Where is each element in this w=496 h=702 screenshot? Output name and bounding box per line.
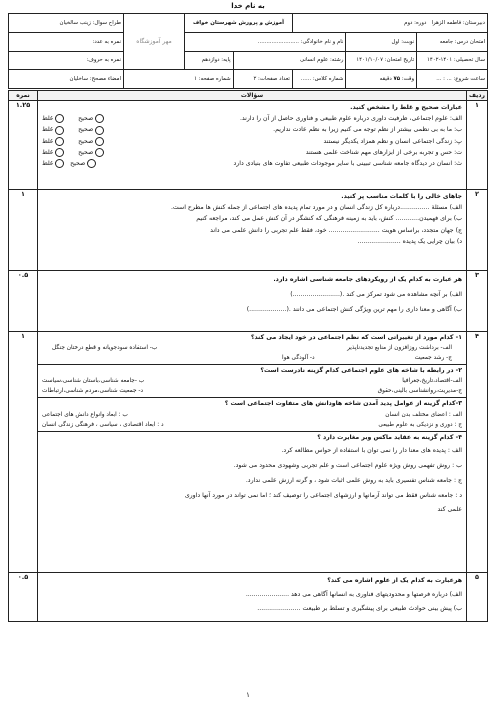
tf-item: ت: حس و تجربه برخی از ابزارهای مهم شناخت علمی هستند صحیح غلط: [42, 147, 462, 158]
mc-option[interactable]: د- آلودگی هوا: [282, 355, 315, 362]
true-option[interactable]: صحیح: [70, 158, 96, 169]
true-radio-icon: [95, 148, 104, 157]
true-option[interactable]: صحیح: [78, 136, 104, 147]
true-radio-icon: [95, 137, 104, 146]
question-score: ۰.۵: [9, 573, 38, 622]
start-time-field: ساعت شروع: ... : ...: [417, 70, 488, 89]
question-title: هرعبارت به کدام یک از علوم اشاره می کند؟: [327, 577, 462, 584]
true-radio-icon: [95, 114, 104, 123]
school-year-field: سال تحصیلی: ۱۴۰۱-۱۴۰۲: [417, 51, 488, 70]
science-item[interactable]: الف) درباره فرصتها و محدودیتهای فناوری به انسانها آگاهی می دهد ......................: [245, 591, 462, 598]
fill-blank-item[interactable]: ب) برای فهمیدن............ کنش، باید به زمینه فرهنگی که کنشگر در آن کنش عمل می کند، مراجعه کنیم: [196, 215, 462, 223]
tf-item: پ: زندگی اجتماعی انسان و نظم همزاد یکدیگر نیستند صحیح غلط: [42, 136, 462, 147]
mc-option-continued: علمی کند: [437, 505, 462, 513]
mc-option[interactable]: ج : دوری و نزدیکی به علوم طبیعی: [378, 421, 462, 428]
fill-blank-item[interactable]: الف) مسئلهٔ ...............درباره کل زندگی انسان و در مورد تمام پدیده های اجتماعی از جمله کنش ها مطرح است.: [170, 204, 462, 212]
page-top-title: به نام خدا: [231, 2, 265, 10]
mc-option[interactable]: ج-مدیریت،روانشناسی بالینی،حقوق: [377, 388, 462, 395]
question-title: عبارات صحیح و غلط را مشخص کنید.: [350, 104, 462, 111]
fill-blank-item[interactable]: د) بیان چرایی یک پدیده ......................: [357, 237, 462, 245]
false-option[interactable]: غلط: [42, 113, 64, 124]
false-option[interactable]: غلط: [42, 124, 64, 135]
column-questions: سؤالات: [38, 91, 467, 101]
false-radio-icon: [55, 126, 64, 135]
question-score: ۰.۵: [9, 271, 38, 332]
question-row-5: [9, 573, 488, 622]
false-option[interactable]: غلط: [42, 158, 64, 169]
question-score: ۱.۲۵: [9, 101, 38, 190]
true-radio-icon: [95, 126, 104, 135]
question-score: ۱: [9, 190, 38, 271]
false-radio-icon: [55, 148, 64, 157]
column-score: نمره: [9, 91, 38, 101]
question-row-2: [9, 190, 488, 271]
corrector-field: امضاء مصحح: ساخلیان: [9, 70, 124, 89]
approach-item[interactable]: ب) آگاهی و معنا داری را مهم ترین ویژگی کنش اجتماعی می دانند .(...................): [246, 306, 462, 313]
mc-option[interactable]: الف-اقتصاد،تاریخ،جغرافیا: [402, 378, 462, 385]
subquestion-title: ۲- در رابطه با شاخه های علوم اجتماعی کدام گزینه نادرست است؟: [260, 367, 462, 375]
mc-option[interactable]: ج : جامعه شناس تفسیری باید به روش علمی اثبات شود ، و گرنه ارزش علمی ندارد.: [245, 476, 462, 484]
subject-field: امتحان درس: جامعه: [417, 32, 488, 51]
mc-option[interactable]: الف : پدیده های معنا دار را نمی توان با استفاده از حواس مطالعه کرد.: [281, 446, 462, 454]
student-name-field[interactable]: نام و نام خانوادگی: ........................: [185, 32, 346, 51]
false-option[interactable]: غلط: [42, 147, 64, 158]
false-radio-icon: [55, 114, 64, 123]
fill-blank-item[interactable]: ج) جهان متجدد، براساس هویت .......................... خود، فقط علم تجربی را دانش علمی می داند: [210, 226, 462, 234]
true-radio-icon: [87, 159, 96, 168]
question-row-1: [9, 101, 488, 190]
approach-item[interactable]: الف) بر آنچه مشاهده می شود تمرکز می کند .(........................): [290, 291, 462, 298]
mc-option[interactable]: الف : اعضای مختلف بدن انسان: [385, 411, 462, 418]
mc-option[interactable]: د- جمعیت شناسی،مردم شناسی،ارتباطات: [42, 388, 144, 395]
mc-option[interactable]: ب : روش تفهمی روش ویژه علوم اجتماعی است و علم تجربی وشهودی محدود می شود.: [233, 461, 462, 469]
question-title: جاهای خالی را با کلمات مناسب پر کنید.: [341, 193, 462, 200]
question-number: ۵: [467, 573, 488, 622]
exam-header: [8, 13, 488, 89]
score-numeric-field[interactable]: نمره به عدد:: [9, 32, 124, 51]
true-option[interactable]: صحیح: [78, 113, 104, 124]
term-field: نوبت: اول: [346, 32, 417, 51]
science-item[interactable]: ب) پیش بینی حوادث طبیعی برای پیشگیری و تسلط بر طبیعت ......................: [257, 605, 462, 612]
mc-option[interactable]: ب -جامعه شناسی،باستان شناسی،سیاست: [42, 378, 145, 385]
tf-item: الف: علوم اجتماعی، ظرفیت داوری درباره علوم طبیعی و فناوری حاصل از آن را دارند. صحیح غلط: [42, 113, 462, 124]
question-row-3: [9, 271, 488, 332]
false-radio-icon: [55, 159, 64, 168]
column-row: ردیف: [467, 91, 488, 101]
grade-field: پایه: دوازدهم: [185, 51, 234, 70]
mc-option[interactable]: ب- استفاده سودجویانه و قطع درختان جنگل: [52, 345, 158, 352]
mc-option[interactable]: الف- برداشت روزافزون از منابع تجدیدناپذیر: [347, 345, 452, 352]
field-of-study: رشته: علوم انسانی: [233, 51, 346, 70]
true-option[interactable]: صحیح: [78, 124, 104, 135]
questions-table: [8, 90, 488, 622]
tf-item: ث: انسان در دیدگاه جامعه شناسی تبیینی با سایر موجودات طبیعی تفاوت های بنیادی دارد صحیح غلط: [42, 158, 462, 169]
subquestion-title: ۳-کدام گزینه از عوامل پدید آمدن شاخه هاودانش های متفاوت اجتماعی است ؟: [224, 400, 462, 408]
question-title: هر عبارت به کدام یک از رویکردهای جامعه شناسی اشاره دارد.: [273, 276, 462, 283]
school-stamp: مهر آموزشگاه: [124, 14, 185, 70]
duration-field: وقت: ۷۵ دقیقه: [346, 70, 417, 89]
question-score: ۱: [9, 332, 38, 573]
school-field: دبیرستان: فاطمه الزهرا دوره: دوم: [292, 14, 487, 33]
question-number: ۴: [467, 332, 488, 573]
question-row-4: [9, 332, 488, 573]
exam-date-field: تاریخ امتحان: ۱۴۰۱/۱۰/۰۷: [346, 51, 417, 70]
false-radio-icon: [55, 137, 64, 146]
subquestion-title: ۱- کدام مورد از تغییراتی است که نظم اجتماعی در خود ایجاد می کند؟: [250, 334, 462, 341]
page-number-field: شماره صفحه: ۱: [124, 70, 234, 89]
tf-item: ب: ما به بی نظمی بیشتر از نظم توجه می کنیم زیرا به نظم عادت نداریم. صحیح غلط: [42, 124, 462, 135]
org-title: آموزش و پرورش شهرستان خواف: [185, 14, 293, 33]
score-letters-field[interactable]: نمره به حروف:: [9, 51, 124, 70]
mc-option[interactable]: ب : ابعاد وانواع دانش های اجتماعی: [42, 411, 128, 418]
mc-option[interactable]: د : ابعاد اقتصادی ، سیاسی ، فرهنگی زندگی انسان: [42, 421, 164, 428]
question-number: ۱: [467, 101, 488, 190]
mc-option[interactable]: ج- رشد جمعیت: [414, 355, 452, 362]
true-option[interactable]: صحیح: [78, 147, 104, 158]
mc-option[interactable]: د : جامعه شناس فقط می تواند آرمانها و ارزشهای اجتماعی را توصیف کند ؛ اما نمی تواند در مورد آنها داوری: [184, 491, 462, 499]
question-number: ۲: [467, 190, 488, 271]
subquestion-title: ۴- کدام گزینه به عقاید ماکس وبر مغایرت دارد ؟: [317, 433, 462, 441]
page-count-field: تعداد صفحات: ۲: [233, 70, 292, 89]
page-footer-number: ۱: [246, 691, 250, 699]
question-number: ۳: [467, 271, 488, 332]
class-number-field: شماره کلاس: ......: [292, 70, 346, 89]
designer-field: طراح سوال: زینب سالخیان: [9, 14, 124, 33]
false-option[interactable]: غلط: [42, 136, 64, 147]
